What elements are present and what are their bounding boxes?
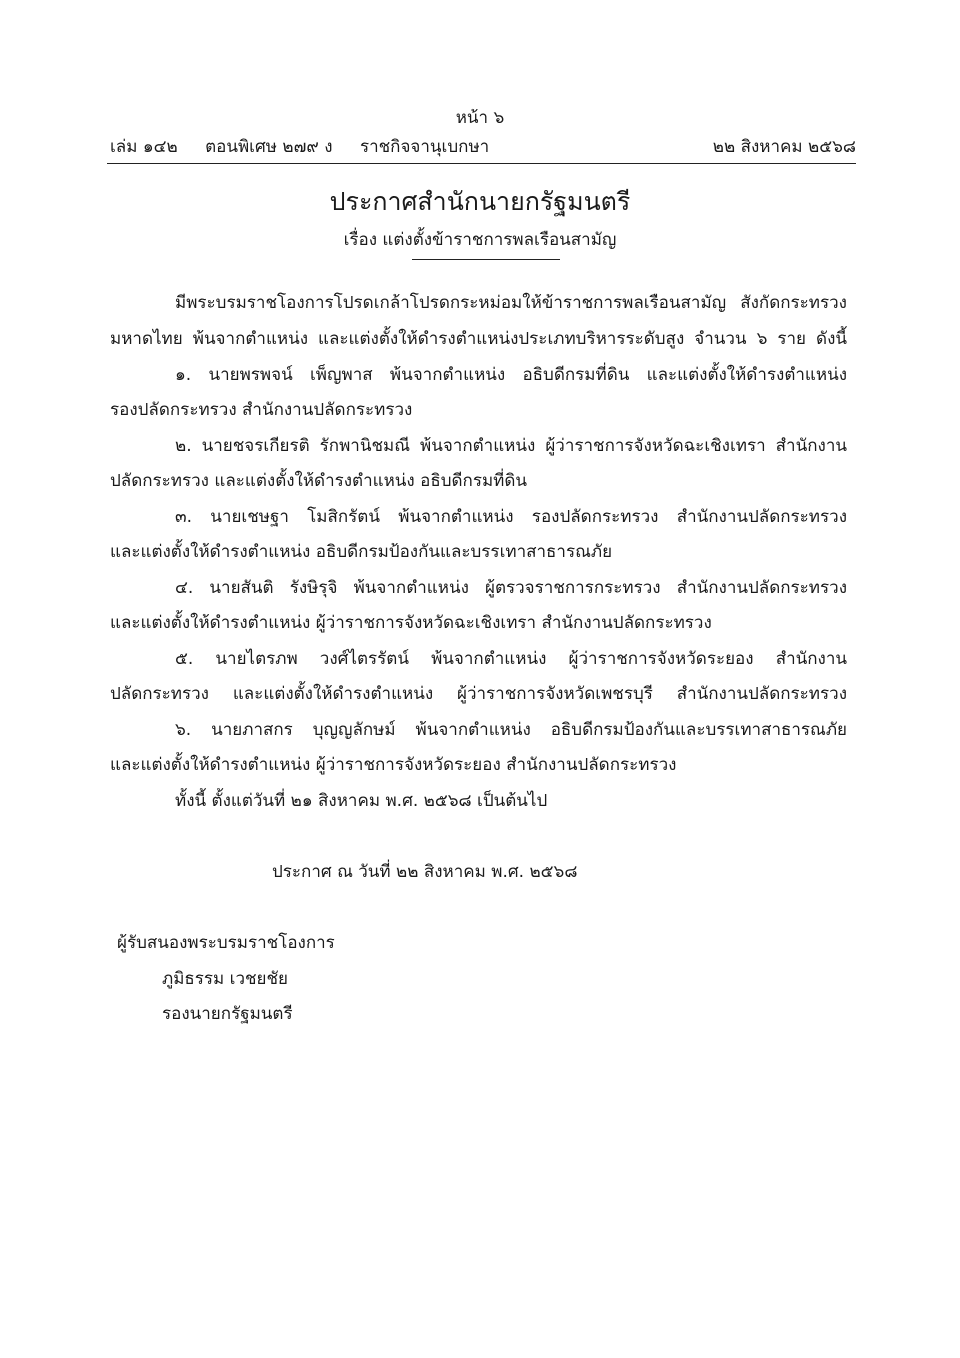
volume-label: เล่ม ๑๔๒ (110, 137, 178, 157)
appointment-1-line-1: ๑. นายพรพจน์ เพ็ญพาส พ้นจากตำแหน่ง อธิบดีกรมที่ดิน และแต่งตั้งให้ดำรงตำแหน่ง (175, 365, 847, 385)
title-underline (412, 259, 560, 260)
appointment-3-line-1: ๓. นายเชษฐา โมสิกรัตน์ พ้นจากตำแหน่ง รองปลัดกระทรวง สำนักงานปลัดกระทรวง (175, 507, 847, 527)
announcement-date: ประกาศ ณ วันที่ ๒๒ สิงหาคม พ.ศ. ๒๕๖๘ (272, 862, 578, 882)
appointment-6-line-1: ๖. นายภาสกร บุญญลักษม์ พ้นจากตำแหน่ง อธิบดีกรมป้องกันและบรรเทาสาธารณภัย (175, 720, 847, 740)
header-left (110, 133, 511, 160)
document-title: ประกาศสำนักนายกรัฐมนตรี (329, 187, 631, 216)
intro-line-1: มีพระบรมราชโองการโปรดเกล้าโปรดกระหม่อมให้ข้าราชการพลเรือนสามัญ สังกัดกระทรวง (175, 293, 847, 313)
countersign-label: ผู้รับสนองพระบรมราชโองการ (117, 933, 335, 953)
effective-date: ทั้งนี้ ตั้งแต่วันที่ ๒๑ สิงหาคม พ.ศ. ๒๕๖๘ เป็นต้นไป (175, 791, 548, 811)
header-date: ๒๒ สิงหาคม ๒๕๖๘ (712, 137, 856, 157)
signer-name: ภูมิธรรม เวชยชัย (162, 969, 289, 989)
appointment-2-line-1: ๒. นายชจรเกียรติ รักพานิชมณี พ้นจากตำแหน่ง ผู้ว่าราชการจังหวัดฉะเชิงเทรา สำนักงาน (175, 436, 847, 456)
header-right (699, 133, 856, 160)
appointment-5-line-2: ปลัดกระทรวง และแต่งตั้งให้ดำรงตำแหน่ง ผู้ว่าราชการจังหวัดเพชรบุรี สำนักงานปลัดกระทรวง (110, 684, 847, 704)
issue-label: ตอนพิเศษ ๒๗๙ ง (205, 137, 333, 157)
appointment-3-line-2: และแต่งตั้งให้ดำรงตำแหน่ง อธิบดีกรมป้องกันและบรรเทาสาธารณภัย (110, 542, 613, 562)
appointment-1-line-2: รองปลัดกระทรวง สำนักงานปลัดกระทรวง (110, 400, 413, 420)
appointment-4-line-1: ๔. นายสันติ รังษิรุจิ พ้นจากตำแหน่ง ผู้ตรวจราชการกระทรวง สำนักงานปลัดกระทรวง (175, 578, 847, 598)
intro-line-2: มหาดไทย พ้นจากตำแหน่ง และแต่งตั้งให้ดำรงตำแหน่งประเภทบริหารระดับสูง จำนวน ๖ ราย ดังนี้ (110, 329, 847, 349)
signer-title: รองนายกรัฐมนตรี (162, 1004, 293, 1024)
gazette-header (110, 133, 856, 160)
header-rule (107, 163, 856, 164)
gazette-name: ราชกิจจานุเบกษา (359, 137, 490, 157)
appointment-2-line-2: ปลัดกระทรวง และแต่งตั้งให้ดำรงตำแหน่ง อธิบดีกรมที่ดิน (110, 471, 528, 491)
page-number: หน้า ๖ (455, 108, 505, 128)
document-subject: เรื่อง แต่งตั้งข้าราชการพลเรือนสามัญ (343, 230, 617, 250)
appointment-6-line-2: และแต่งตั้งให้ดำรงตำแหน่ง ผู้ว่าราชการจังหวัดระยอง สำนักงานปลัดกระทรวง (110, 755, 677, 775)
appointment-5-line-1: ๕. นายไตรภพ วงศ์ไตรรัตน์ พ้นจากตำแหน่ง ผู้ว่าราชการจังหวัดระยอง สำนักงาน (175, 649, 847, 669)
appointment-4-line-2: และแต่งตั้งให้ดำรงตำแหน่ง ผู้ว่าราชการจังหวัดฉะเชิงเทรา สำนักงานปลัดกระทรวง (110, 613, 712, 633)
